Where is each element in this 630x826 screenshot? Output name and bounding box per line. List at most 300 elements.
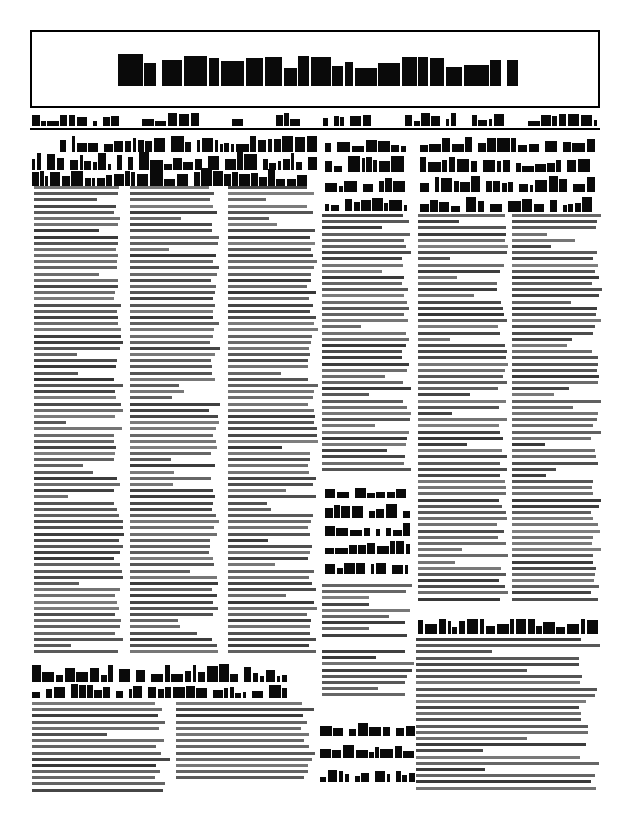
text-line — [34, 291, 115, 294]
glyph — [390, 541, 394, 554]
text-line — [228, 607, 317, 610]
glyph — [171, 674, 183, 682]
text-line — [418, 325, 498, 328]
text-line — [418, 530, 504, 533]
text-line — [130, 520, 219, 523]
text-line — [416, 718, 581, 721]
text-line — [130, 396, 172, 399]
text-line — [512, 393, 554, 396]
text-line — [512, 505, 599, 508]
glyph — [352, 506, 363, 518]
text-line — [34, 297, 114, 300]
text-line — [130, 297, 213, 300]
text-line — [322, 356, 402, 359]
glyph — [207, 666, 218, 682]
text-line — [322, 313, 404, 316]
glyph — [507, 60, 518, 86]
headline-lower-mid-3 — [320, 768, 415, 782]
glyph — [522, 199, 532, 212]
text-line — [228, 378, 308, 381]
text-line — [418, 548, 462, 551]
glyph — [325, 183, 337, 192]
text-line — [322, 282, 402, 285]
glyph — [244, 667, 252, 683]
text-line — [34, 526, 123, 529]
glyph — [325, 548, 334, 554]
glyph — [530, 185, 534, 192]
text-line — [34, 607, 119, 610]
glyph — [42, 672, 54, 682]
text-line — [34, 205, 116, 208]
glyph — [384, 203, 388, 211]
text-line — [34, 533, 124, 536]
glyph — [325, 508, 333, 518]
text-line — [130, 248, 169, 251]
text-line — [512, 350, 592, 353]
text-line — [418, 579, 499, 582]
text-line — [228, 254, 313, 257]
text-line — [416, 737, 527, 740]
glyph — [376, 529, 381, 536]
text-line — [228, 514, 313, 517]
glyph — [396, 541, 404, 554]
text-line — [130, 464, 215, 467]
text-line — [228, 403, 308, 406]
glyph — [402, 775, 407, 782]
text-line — [512, 511, 591, 514]
text-line — [512, 443, 545, 446]
glyph — [125, 171, 130, 186]
text-line — [34, 638, 123, 641]
glyph — [142, 119, 154, 126]
glyph — [361, 200, 370, 211]
text-line — [418, 542, 506, 545]
text-line — [228, 594, 286, 597]
glyph — [335, 548, 347, 554]
glyph — [325, 489, 335, 498]
glyph — [355, 776, 359, 782]
text-line — [228, 421, 314, 424]
text-line — [130, 557, 213, 560]
glyph — [230, 687, 234, 698]
text-line — [322, 294, 404, 297]
text-line — [228, 205, 307, 208]
glyph — [345, 199, 352, 211]
glyph — [387, 492, 395, 498]
glyph — [284, 68, 297, 86]
text-line — [512, 245, 551, 248]
glyph — [425, 624, 438, 634]
glyph — [404, 205, 407, 211]
text-line — [322, 400, 403, 403]
glyph — [449, 157, 456, 172]
text-line — [228, 563, 275, 566]
glyph — [198, 672, 205, 682]
glyph — [165, 665, 170, 682]
text-line — [130, 582, 218, 585]
glyph — [519, 184, 528, 192]
masthead-title — [118, 54, 518, 86]
text-line — [512, 523, 598, 526]
text-line — [130, 458, 171, 461]
glyph — [451, 113, 456, 126]
text-line — [130, 477, 211, 480]
glyph — [253, 673, 259, 682]
text-line — [418, 424, 499, 427]
text-line — [130, 563, 214, 566]
glyph — [376, 509, 384, 518]
text-line — [34, 545, 123, 548]
glyph — [158, 689, 164, 699]
text-line — [34, 440, 114, 443]
glyph — [356, 563, 365, 574]
text-line — [34, 186, 119, 189]
text-line — [418, 474, 500, 477]
text-line — [322, 288, 408, 291]
text-line — [322, 627, 369, 630]
glyph — [345, 62, 354, 86]
text-line — [34, 279, 118, 282]
glyph — [325, 564, 335, 574]
glyph — [396, 489, 406, 498]
text-line — [512, 270, 595, 273]
text-line — [322, 437, 407, 440]
glyph — [550, 200, 557, 212]
text-line — [130, 594, 217, 597]
glyph — [164, 179, 175, 186]
glyph — [535, 180, 547, 192]
headline-lower-left-1 — [32, 664, 287, 682]
text-line — [130, 353, 215, 356]
glyph — [376, 492, 385, 498]
glyph — [392, 565, 404, 574]
glyph — [46, 689, 52, 698]
glyph — [325, 526, 335, 536]
glyph — [497, 624, 509, 635]
glyph — [103, 687, 110, 698]
text-line — [416, 650, 492, 653]
glyph — [32, 115, 40, 126]
glyph — [274, 139, 281, 152]
text-line — [130, 211, 217, 214]
glyph — [232, 119, 243, 126]
glyph — [366, 140, 377, 152]
text-line — [176, 758, 312, 761]
text-line — [322, 319, 408, 322]
text-line — [322, 350, 402, 353]
text-line — [512, 301, 571, 304]
text-line — [418, 220, 459, 223]
text-line — [34, 625, 120, 628]
text-line — [32, 764, 156, 767]
glyph — [395, 746, 402, 758]
glyph — [487, 138, 495, 152]
text-line — [228, 198, 266, 201]
text-line — [176, 764, 308, 767]
text-line — [228, 347, 309, 350]
glyph — [373, 160, 377, 173]
glyph — [362, 158, 365, 172]
text-line — [34, 471, 93, 474]
glyph — [41, 121, 46, 127]
glyph — [439, 202, 449, 212]
text-line — [130, 619, 178, 622]
text-line — [512, 264, 598, 267]
glyph — [405, 115, 413, 126]
glyph — [221, 61, 245, 87]
text-line — [228, 625, 310, 628]
text-line — [322, 669, 412, 672]
text-line — [34, 421, 66, 424]
text-line — [130, 198, 210, 201]
glyph — [94, 690, 101, 698]
glyph — [552, 116, 557, 126]
glyph — [403, 751, 413, 758]
glyph — [311, 57, 331, 86]
text-line — [130, 372, 212, 375]
text-line — [34, 582, 79, 585]
text-line — [416, 768, 485, 771]
text-line — [228, 440, 318, 443]
glyph — [69, 115, 75, 126]
text-line — [418, 387, 498, 390]
text-line — [130, 205, 213, 208]
text-line — [322, 375, 385, 378]
text-line — [34, 446, 116, 449]
glyph — [367, 493, 375, 499]
headline-mid-3 — [325, 522, 410, 536]
glyph — [393, 181, 405, 192]
glyph — [581, 115, 593, 126]
glyph — [269, 685, 281, 699]
glyph — [334, 166, 342, 172]
text-line — [512, 437, 591, 440]
text-line — [176, 714, 303, 717]
text-line — [512, 499, 601, 502]
text-line — [322, 406, 407, 409]
text-line — [130, 471, 174, 474]
glyph — [133, 686, 142, 698]
glyph — [103, 117, 109, 126]
article-column-1 — [34, 186, 124, 658]
glyph — [213, 690, 223, 698]
glyph — [197, 140, 201, 152]
text-line — [512, 561, 593, 564]
glyph — [348, 156, 360, 172]
glyph — [331, 205, 339, 211]
text-line — [34, 192, 118, 195]
article-column-6 — [512, 214, 602, 610]
text-line — [176, 721, 307, 724]
glyph — [510, 619, 514, 634]
glyph — [379, 161, 390, 172]
text-line — [322, 418, 410, 421]
glyph — [138, 140, 144, 152]
text-line — [32, 789, 163, 792]
text-line — [228, 495, 316, 498]
text-line — [418, 431, 500, 434]
glyph — [430, 200, 438, 212]
text-line — [130, 403, 220, 406]
glyph — [478, 201, 484, 212]
text-line — [34, 304, 121, 307]
text-line — [130, 316, 213, 319]
glyph — [355, 68, 377, 86]
text-line — [228, 304, 313, 307]
text-line — [418, 393, 470, 396]
glyph — [136, 670, 145, 682]
text-line — [228, 638, 316, 641]
text-line — [416, 700, 586, 703]
glyph — [111, 116, 119, 126]
glyph — [369, 752, 374, 758]
glyph — [155, 121, 166, 126]
text-line — [130, 291, 215, 294]
text-line — [418, 554, 508, 557]
glyph — [60, 115, 67, 127]
headline-lower-left-2 — [32, 684, 287, 698]
glyph — [339, 186, 343, 192]
headline-mid-2 — [325, 504, 410, 518]
glyph — [224, 174, 230, 186]
headline-lower-mid-2 — [320, 744, 415, 758]
text-line — [322, 214, 403, 217]
text-line — [322, 251, 411, 254]
glyph — [361, 773, 369, 782]
text-line — [34, 322, 118, 325]
text-line — [322, 634, 407, 637]
text-line — [228, 396, 313, 399]
text-line — [418, 264, 504, 267]
text-line — [512, 220, 597, 223]
text-line — [130, 328, 214, 331]
glyph — [251, 173, 258, 186]
text-line — [34, 427, 122, 430]
glyph — [125, 141, 131, 152]
text-line — [130, 217, 181, 220]
glyph — [344, 181, 356, 192]
glyph — [72, 136, 75, 152]
text-line — [34, 644, 71, 647]
text-line — [418, 356, 506, 359]
text-line — [34, 514, 119, 517]
text-line — [418, 400, 506, 403]
text-line — [34, 495, 68, 498]
text-line — [130, 570, 190, 573]
text-line — [176, 733, 309, 736]
text-line — [130, 489, 213, 492]
glyph — [568, 204, 573, 212]
text-line — [512, 400, 601, 403]
glyph — [446, 67, 463, 86]
text-line — [228, 520, 311, 523]
glyph — [355, 488, 365, 498]
text-line — [228, 322, 314, 325]
article-lower-3 — [322, 650, 414, 702]
text-line — [130, 254, 216, 257]
text-line — [228, 186, 307, 189]
glyph — [573, 184, 586, 192]
glyph — [47, 121, 58, 126]
glyph — [219, 664, 229, 682]
text-line — [322, 412, 411, 415]
text-line — [34, 260, 117, 263]
text-line — [34, 403, 121, 406]
text-line — [34, 242, 118, 245]
text-line — [418, 233, 506, 236]
text-line — [512, 233, 547, 236]
text-line — [416, 675, 582, 678]
text-line — [322, 681, 405, 684]
text-line — [130, 632, 197, 635]
glyph — [32, 665, 41, 682]
glyph — [471, 176, 479, 192]
text-line — [512, 598, 598, 601]
glyph — [536, 626, 542, 634]
glyph — [116, 691, 123, 698]
text-line — [34, 557, 114, 560]
text-line — [34, 434, 114, 437]
text-line — [130, 242, 218, 245]
text-line — [512, 226, 596, 229]
glyph — [340, 117, 344, 126]
glyph — [497, 138, 510, 152]
text-line — [418, 406, 499, 409]
text-line — [34, 508, 117, 511]
glyph — [375, 771, 385, 782]
glyph — [325, 161, 332, 172]
glyph — [387, 774, 391, 782]
glyph — [460, 182, 469, 192]
text-line — [512, 424, 593, 427]
glyph — [401, 146, 406, 152]
glyph — [414, 121, 420, 126]
text-line — [322, 449, 387, 452]
text-line — [512, 548, 601, 551]
glyph — [77, 143, 87, 152]
glyph — [85, 178, 91, 187]
glyph — [287, 179, 296, 186]
text-line — [34, 273, 99, 276]
glyph — [185, 142, 190, 152]
glyph — [320, 749, 331, 758]
glyph — [393, 530, 402, 536]
text-line — [512, 468, 556, 471]
text-line — [228, 229, 315, 232]
text-line — [418, 449, 502, 452]
glyph — [145, 141, 152, 152]
text-line — [228, 310, 310, 313]
text-line — [34, 248, 116, 251]
text-line — [34, 353, 77, 356]
text-line — [512, 387, 569, 390]
text-line — [34, 266, 117, 269]
glyph — [587, 177, 595, 192]
glyph — [511, 138, 516, 152]
glyph — [133, 138, 137, 152]
glyph — [547, 163, 554, 172]
glyph — [403, 523, 410, 536]
glyph — [502, 183, 507, 192]
text-line — [512, 294, 599, 297]
glyph — [446, 119, 449, 127]
glyph — [184, 56, 208, 86]
glyph — [337, 142, 350, 152]
text-line — [34, 409, 123, 412]
text-line — [176, 745, 309, 748]
text-line — [228, 266, 314, 269]
glyph — [431, 116, 440, 126]
